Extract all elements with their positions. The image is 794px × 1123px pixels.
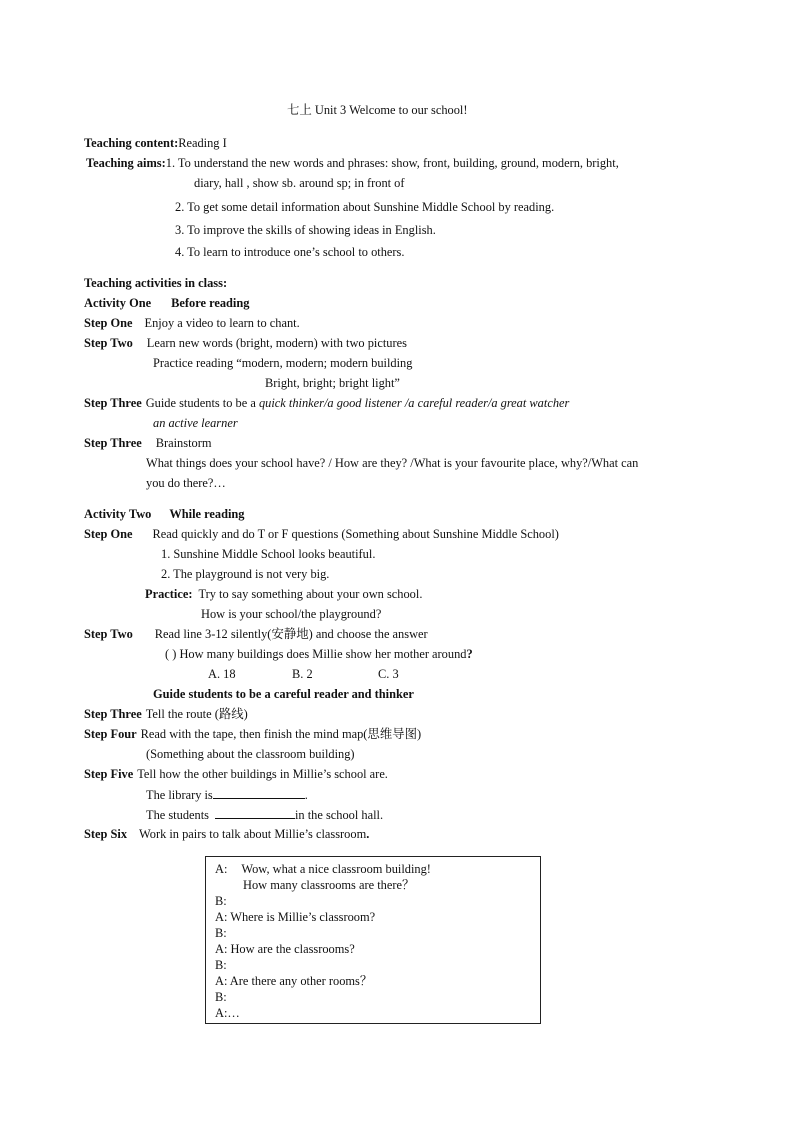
practice-line-continued: How is your school/the playground?	[201, 607, 382, 621]
dialog-line: A: Where is Millie’s classroom?	[215, 910, 376, 924]
fill-blank-line	[146, 786, 308, 803]
step-text-italic: quick thinker/a good listener /a careful reader/a great watcher	[255, 396, 570, 410]
teaching-aims	[86, 155, 619, 171]
practice-label: Practice:	[145, 587, 193, 601]
practice-reading-line: Practice reading “modern, modern; modern building	[153, 356, 413, 370]
fill-blank-text: The library is	[146, 788, 213, 802]
teaching-aim-item: 2. To get some detail information about Sunshine Middle School by reading.	[175, 200, 555, 214]
dialog-line: B:	[215, 990, 227, 1004]
step-label: Step Two	[84, 336, 133, 350]
step-label: Step Three	[84, 396, 142, 410]
dialog-text: Wow, what a nice classroom building!	[241, 862, 431, 876]
step-text: Enjoy a video to learn to chant.	[144, 316, 300, 330]
activity-two-step-two	[84, 626, 428, 642]
option-a: A. 18	[208, 667, 236, 681]
step-four-continued: (Something about the classroom building)	[146, 747, 355, 761]
teaching-aim-item: 3. To improve the skills of showing ideas in English.	[175, 223, 436, 237]
activity-two-label: Activity Two	[84, 507, 152, 521]
step-text: Brainstorm	[155, 436, 212, 450]
activity-one-label: Activity One	[84, 296, 152, 310]
dialog-line: How many classrooms are there？	[243, 878, 415, 892]
activity-one-name: Before reading	[171, 296, 250, 310]
brainstorm-question: What things does your school have? / How are they? /What is your favourite place, why?/What can	[146, 456, 639, 470]
step-text: Read quickly and do T or F questions (Something about Sunshine Middle School)	[152, 527, 559, 541]
tf-question: 1. Sunshine Middle School looks beautiful.	[161, 547, 376, 561]
teaching-content-value: Reading I	[178, 136, 227, 150]
dialog-box	[205, 856, 541, 1024]
activity-two-step-five	[84, 766, 388, 782]
step-text: Read with the tape, then finish the mind map(思维导图)	[140, 727, 422, 741]
teaching-aim-item: diary, hall , show sb. around sp; in front of	[194, 176, 405, 190]
activity-two-step-one	[84, 526, 559, 542]
dialog-line: B:	[215, 958, 227, 972]
step-label: Step Three	[84, 436, 142, 450]
step-text: Read line 3-12 silently(安静地) and choose the answer	[154, 627, 428, 641]
option-b: B. 2	[292, 667, 313, 681]
fill-blank-text: The students	[146, 808, 209, 822]
step-label: Step One	[84, 527, 133, 541]
step-label: Step One	[84, 316, 133, 330]
option-c: C. 3	[378, 667, 399, 681]
tf-question: 2. The playground is not very big.	[161, 567, 330, 581]
dialog-line: B:	[215, 894, 227, 908]
activity-one-step-one	[84, 315, 300, 331]
fill-blank-text: in the school hall.	[294, 808, 384, 822]
activity-one-step-three-b	[84, 435, 211, 451]
dialog-line	[215, 861, 431, 877]
teaching-aims-label: Teaching aims:	[86, 156, 166, 170]
page-title: 七上 Unit 3 Welcome to our school!	[287, 103, 468, 117]
answer-blank[interactable]	[215, 806, 295, 819]
step-label: Step Three	[84, 707, 142, 721]
step-label: Step Six	[84, 827, 128, 841]
activity-one-step-two	[84, 335, 407, 351]
step-text: Guide students to be a	[145, 396, 256, 410]
step-text-end: .	[366, 827, 370, 841]
step-text: Learn new words (bright, modern) with two pictures	[146, 336, 407, 350]
activity-one-step-three-a	[84, 395, 569, 411]
choice-question-text: ( ) How many buildings does Millie show her mother around	[165, 647, 467, 661]
activity-two-step-three	[84, 706, 248, 722]
step-text-italic-continued: an active learner	[153, 416, 238, 430]
step-text: Tell the route (路线)	[145, 707, 248, 721]
activity-two-step-four	[84, 726, 421, 742]
activity-two-heading	[84, 506, 245, 522]
dialog-line: A: Are there any other rooms？	[215, 974, 373, 988]
step-text: Work in pairs to talk about Millie’s classroom	[139, 827, 367, 841]
dialog-line: A:…	[215, 1006, 240, 1020]
fill-blank-text: .	[304, 788, 308, 802]
teaching-content-label: Teaching content:	[84, 136, 179, 150]
step-label: Step Five	[84, 767, 134, 781]
practice-line	[145, 586, 422, 602]
teaching-content	[84, 135, 227, 151]
dialog-line: B:	[215, 926, 227, 940]
activity-two-step-six	[84, 826, 369, 842]
step-label: Step Four	[84, 727, 137, 741]
teaching-aim-item: 1. To understand the new words and phrases: show, front, building, ground, modern, bright,	[165, 156, 619, 170]
teaching-aim-item: 4. To learn to introduce one’s school to others.	[175, 245, 405, 259]
fill-blank-line	[146, 806, 383, 823]
dialog-speaker: A:	[215, 862, 228, 876]
answer-blank[interactable]	[213, 786, 305, 799]
choice-question	[165, 646, 473, 662]
step-label: Step Two	[84, 627, 133, 641]
practice-text: Try to say something about your own school.	[198, 587, 423, 601]
guide-line: Guide students to be a careful reader and thinker	[153, 687, 414, 701]
activity-two-name: While reading	[169, 507, 245, 521]
activities-heading: Teaching activities in class:	[84, 276, 228, 290]
activity-one-heading	[84, 295, 249, 311]
practice-reading-line-2: Bright, bright; bright light”	[265, 376, 400, 390]
step-text: Tell how the other buildings in Millie’s school are.	[137, 767, 388, 781]
question-mark: ?	[466, 647, 473, 661]
brainstorm-question-continued: you do there?…	[146, 476, 226, 490]
dialog-line: A: How are the classrooms?	[215, 942, 355, 956]
